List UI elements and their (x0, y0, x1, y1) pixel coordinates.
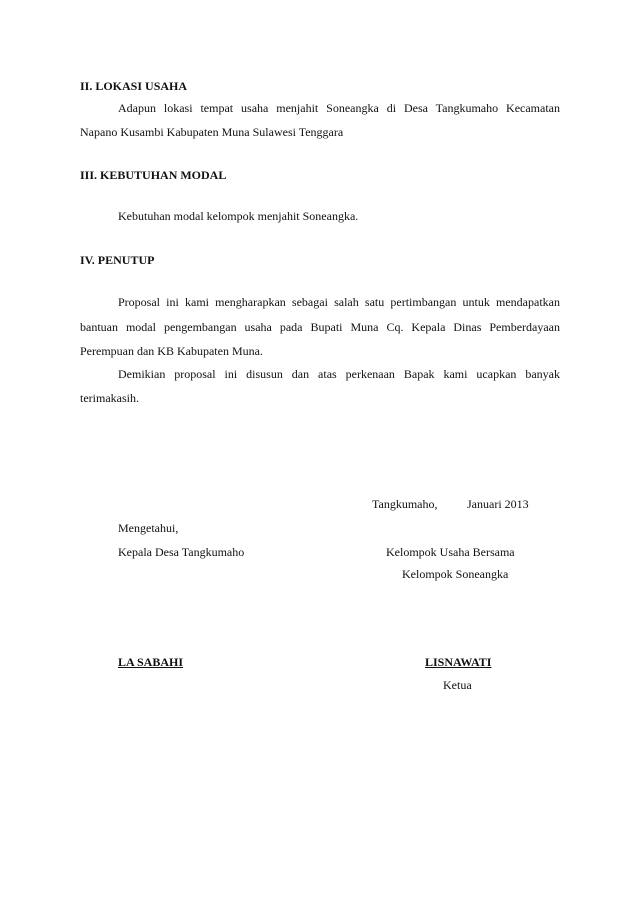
lokasi-line-1: Adapun lokasi tempat usaha menjahit Soneangka di Desa Tangkumaho Kecamatan (118, 101, 560, 115)
penutup-p2-line-2: terimakasih. (80, 391, 139, 405)
heading-lokasi-usaha: II. LOKASI USAHA (80, 79, 188, 93)
left-label-kepala-desa: Kepala Desa Tangkumaho (118, 545, 245, 559)
right-signatory-title: Ketua (443, 678, 472, 692)
heading-kebutuhan-modal: III. KEBUTUHAN MODAL (80, 168, 227, 182)
penutup-p1-line-1: Proposal ini kami mengharapkan sebagai salah satu pertimbangan untuk mendapatkan (118, 295, 560, 309)
lokasi-line-2: Napano Kusambi Kabupaten Muna Sulawesi Tenggara (80, 125, 344, 139)
right-signatory-name: LISNAWATI (425, 655, 492, 669)
right-label-kelompok-usaha: Kelompok Usaha Bersama (386, 545, 515, 559)
penutup-p1-line-3: Perempuan dan KB Kabupaten Muna. (80, 344, 263, 358)
left-signatory-name: LA SABAHI (118, 655, 184, 669)
kebutuhan-line-1: Kebutuhan modal kelompok menjahit Soneangka. (118, 209, 359, 223)
right-label-kelompok-soneangka: Kelompok Soneangka (402, 567, 509, 581)
heading-penutup: IV. PENUTUP (80, 253, 155, 267)
left-label-mengetahui: Mengetahui, (118, 521, 179, 535)
signature-place: Tangkumaho, (372, 497, 438, 511)
penutup-p1-line-2: bantuan modal pengembangan usaha pada Bupati Muna Cq. Kepala Dinas Pemberdayaan (80, 320, 560, 334)
signature-date: Januari 2013 (467, 497, 529, 511)
penutup-p2-line-1: Demikian proposal ini disusun dan atas perkenaan Bapak kami ucapkan banyak (118, 367, 560, 381)
